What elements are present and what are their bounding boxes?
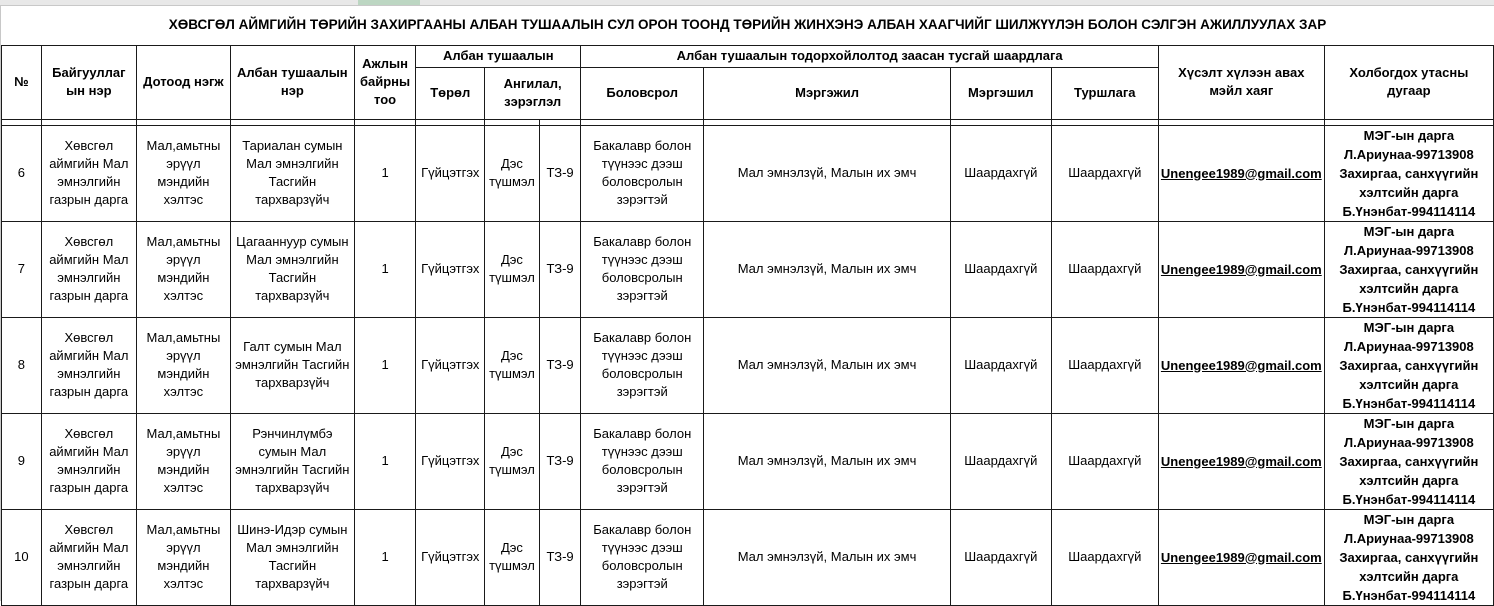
table-row: [2, 221, 1494, 317]
cell-rank[interactable]: [485, 317, 540, 413]
cell-org-text: Хөвсгөл аймгийн Мал эмнэлгийн газрын дарга: [49, 330, 129, 399]
cell-education[interactable]: [581, 317, 704, 413]
cell-skill[interactable]: [950, 413, 1051, 509]
header-education[interactable]: Боловсрол: [581, 67, 704, 119]
header-position[interactable]: Албан тушаалын нэр: [230, 45, 354, 119]
cell-profession[interactable]: [704, 509, 951, 605]
cell-experience-text: Шаардахгүй: [1068, 165, 1142, 180]
cell-position[interactable]: [230, 125, 354, 221]
table-row: [2, 509, 1494, 605]
cell-profession-text: Мал эмнэлзүй, Малын их эмч: [737, 357, 917, 372]
row-no[interactable]: [2, 125, 42, 221]
cell-rank[interactable]: [485, 509, 540, 605]
cell-grade[interactable]: [539, 221, 580, 317]
cell-phone-text: МЭГ-ын дарга Л.Ариунаа-99713908 Захиргаа, санхүүгийн хэлтсийн дарга Б.Үнэнбат-994114114: [1339, 127, 1479, 219]
cell-email-text: Unengee1989@gmail.com: [1160, 549, 1322, 565]
cell-count-text: 1: [381, 261, 389, 276]
cell-count[interactable]: [354, 413, 416, 509]
cell-type-text: Гүйцэтгэх: [421, 165, 480, 180]
row-no-text: 9: [17, 453, 26, 468]
cell-type[interactable]: [416, 221, 485, 317]
cell-email[interactable]: [1158, 221, 1324, 317]
cell-count-text: 1: [381, 549, 389, 564]
header-count[interactable]: Ажлын байрны тоо: [354, 45, 416, 119]
cell-grade[interactable]: [539, 413, 580, 509]
cell-type[interactable]: [416, 413, 485, 509]
cell-dept-text: Мал,амьтны эрүүл мэндийн хэлтэс: [146, 522, 221, 591]
cell-phone[interactable]: [1324, 413, 1493, 509]
cell-rank-text: Дэс түшмэл: [489, 252, 535, 285]
cell-education-text: Бакалавр болон түүнээс дээш боловсролын зэрэгтэй: [593, 330, 692, 399]
cell-org-text: Хөвсгөл аймгийн Мал эмнэлгийн газрын дарга: [49, 426, 129, 495]
cell-education[interactable]: [581, 125, 704, 221]
cell-profession[interactable]: [704, 125, 951, 221]
cell-dept[interactable]: [136, 125, 230, 221]
cell-count-text: 1: [381, 453, 389, 468]
cell-grade[interactable]: [539, 125, 580, 221]
cell-org[interactable]: [41, 221, 136, 317]
header-phone[interactable]: Холбогдох утасны дугаар: [1324, 45, 1493, 119]
cell-dept-text: Мал,амьтны эрүүл мэндийн хэлтэс: [146, 426, 221, 495]
sheet-title[interactable]: ХӨВСГӨЛ АЙМГИЙН ТӨРИЙН ЗАХИРГААНЫ АЛБАН ТУШААЛЫН СУЛ ОРОН ТООНД ТӨРИЙН ЖИНХЭНЭ АЛБАН ХААГЧИЙГ ШИЛЖҮҮЛЭН БОЛОН СЭЛГЭН АЖИЛЛУУЛАХ ЗАР: [2, 5, 1494, 45]
cell-experience-text: Шаардахгүй: [1068, 357, 1142, 372]
cell-skill[interactable]: [950, 221, 1051, 317]
cell-phone[interactable]: [1324, 221, 1493, 317]
header-org[interactable]: Байгууллаг ын нэр: [41, 45, 136, 119]
cell-position-text: Цагааннуур сумын Мал эмнэлгийн Тасгийн тархварзүйч: [236, 234, 349, 303]
cell-org-text: Хөвсгөл аймгийн Мал эмнэлгийн газрын дарга: [49, 522, 129, 591]
cell-type-text: Гүйцэтгэх: [421, 357, 480, 372]
cell-rank-text: Дэс түшмэл: [489, 156, 535, 189]
cell-type-text: Гүйцэтгэх: [421, 549, 480, 564]
cell-phone[interactable]: [1324, 317, 1493, 413]
row-no-text: 7: [17, 261, 26, 276]
cell-experience[interactable]: [1051, 509, 1158, 605]
cell-type[interactable]: [416, 125, 485, 221]
cell-dept-text: Мал,амьтны эрүүл мэндийн хэлтэс: [146, 138, 221, 207]
cell-experience[interactable]: [1051, 413, 1158, 509]
cell-position[interactable]: [230, 317, 354, 413]
cell-rank-text: Дэс түшмэл: [489, 348, 535, 381]
cell-education[interactable]: [581, 221, 704, 317]
cell-grade-text: ТЗ-9: [546, 357, 574, 372]
cell-phone[interactable]: [1324, 509, 1493, 605]
cell-email-text: Unengee1989@gmail.com: [1160, 165, 1322, 181]
row-no-text: 6: [17, 165, 26, 180]
cell-position[interactable]: [230, 509, 354, 605]
cell-email[interactable]: [1158, 317, 1324, 413]
table-row: [2, 413, 1494, 509]
cell-position-text: Галт сумын Мал эмнэлгийн Тасгийн тархварзүйч: [235, 339, 350, 390]
cell-position[interactable]: [230, 221, 354, 317]
cell-rank[interactable]: [485, 413, 540, 509]
row-no[interactable]: [2, 509, 42, 605]
cell-rank[interactable]: [485, 125, 540, 221]
cell-phone-text: МЭГ-ын дарга Л.Ариунаа-99713908 Захиргаа, санхүүгийн хэлтсийн дарга Б.Үнэнбат-994114114: [1339, 415, 1479, 507]
header-dept[interactable]: Дотоод нэгж: [136, 45, 230, 119]
cell-type[interactable]: [416, 509, 485, 605]
cell-email-text: Unengee1989@gmail.com: [1160, 453, 1322, 469]
header-position-group[interactable]: Албан тушаалын: [416, 45, 581, 67]
header-email[interactable]: Хүсэлт хүлээн авах мэйл хаяг: [1158, 45, 1324, 119]
cell-profession-text: Мал эмнэлзүй, Малын их эмч: [737, 453, 917, 468]
cell-dept[interactable]: [136, 509, 230, 605]
cell-dept[interactable]: [136, 221, 230, 317]
cell-skill-text: Шаардахгүй: [964, 357, 1038, 372]
cell-grade[interactable]: [539, 317, 580, 413]
cell-education-text: Бакалавр болон түүнээс дээш боловсролын зэрэгтэй: [593, 522, 692, 591]
header-requirements-group[interactable]: Албан тушаалын тодорхойлолтод заасан тусгай шаардлага: [581, 45, 1159, 67]
cell-count-text: 1: [381, 357, 389, 372]
spreadsheet-grid: [1, 5, 1494, 606]
cell-phone[interactable]: [1324, 125, 1493, 221]
cell-position-text: Шинэ-Идэр сумын Мал эмнэлгийн Тасгийн тархварзүйч: [237, 522, 348, 591]
cell-org[interactable]: [41, 317, 136, 413]
cell-dept[interactable]: [136, 317, 230, 413]
cell-count[interactable]: [354, 317, 416, 413]
cell-experience-text: Шаардахгүй: [1068, 549, 1142, 564]
cell-profession[interactable]: [704, 413, 951, 509]
cell-profession[interactable]: [704, 317, 951, 413]
table-row: [2, 317, 1494, 413]
header-experience[interactable]: Туршлага: [1051, 67, 1158, 119]
cell-email[interactable]: [1158, 413, 1324, 509]
cell-skill-text: Шаардахгүй: [964, 261, 1038, 276]
cell-count[interactable]: [354, 221, 416, 317]
cell-skill[interactable]: [950, 509, 1051, 605]
cell-experience[interactable]: [1051, 125, 1158, 221]
cell-experience-text: Шаардахгүй: [1068, 261, 1142, 276]
cell-type-text: Гүйцэтгэх: [421, 453, 480, 468]
cell-skill-text: Шаардахгүй: [964, 549, 1038, 564]
cell-rank-text: Дэс түшмэл: [489, 444, 535, 477]
cell-education-text: Бакалавр болон түүнээс дээш боловсролын зэрэгтэй: [593, 426, 692, 495]
row-no-text: 10: [14, 549, 29, 564]
cell-education-text: Бакалавр болон түүнээс дээш боловсролын зэрэгтэй: [593, 234, 692, 303]
cell-skill-text: Шаардахгүй: [964, 453, 1038, 468]
cell-education-text: Бакалавр болон түүнээс дээш боловсролын зэрэгтэй: [593, 138, 692, 207]
cell-experience-text: Шаардахгүй: [1068, 453, 1142, 468]
row-no-text: 8: [17, 357, 26, 372]
cell-email-text: Unengee1989@gmail.com: [1160, 261, 1322, 277]
cell-dept-text: Мал,амьтны эрүүл мэндийн хэлтэс: [146, 234, 221, 303]
cell-experience[interactable]: [1051, 317, 1158, 413]
cell-phone-text: МЭГ-ын дарга Л.Ариунаа-99713908 Захиргаа, санхүүгийн хэлтсийн дарга Б.Үнэнбат-994114114: [1339, 511, 1479, 603]
header-profession[interactable]: Мэргэжил: [704, 67, 951, 119]
cell-org[interactable]: [41, 125, 136, 221]
cell-org-text: Хөвсгөл аймгийн Мал эмнэлгийн газрын дарга: [49, 138, 129, 207]
cell-count-text: 1: [381, 165, 389, 180]
cell-profession-text: Мал эмнэлзүй, Малын их эмч: [737, 165, 917, 180]
cell-count[interactable]: [354, 125, 416, 221]
cell-skill[interactable]: [950, 125, 1051, 221]
cell-profession-text: Мал эмнэлзүй, Малын их эмч: [737, 549, 917, 564]
cell-dept[interactable]: [136, 413, 230, 509]
cell-skill-text: Шаардахгүй: [964, 165, 1038, 180]
cell-education[interactable]: [581, 509, 704, 605]
cell-type[interactable]: [416, 317, 485, 413]
row-no[interactable]: [2, 317, 42, 413]
cell-email[interactable]: [1158, 509, 1324, 605]
header-type[interactable]: Төрөл: [416, 67, 485, 119]
cell-grade[interactable]: [539, 509, 580, 605]
cell-email-text: Unengee1989@gmail.com: [1160, 357, 1322, 373]
cell-phone-text: МЭГ-ын дарга Л.Ариунаа-99713908 Захиргаа, санхүүгийн хэлтсийн дарга Б.Үнэнбат-994114114: [1339, 223, 1479, 315]
cell-org[interactable]: [41, 413, 136, 509]
cell-phone-text: МЭГ-ын дарга Л.Ариунаа-99713908 Захиргаа, санхүүгийн хэлтсийн дарга Б.Үнэнбат-994114114: [1339, 319, 1479, 411]
header-no[interactable]: №: [2, 45, 42, 119]
cell-grade-text: ТЗ-9: [546, 549, 574, 564]
cell-skill[interactable]: [950, 317, 1051, 413]
table-row: [2, 125, 1494, 221]
cell-rank[interactable]: [485, 221, 540, 317]
header-category[interactable]: Ангилал, зэрэглэл: [485, 67, 581, 119]
cell-experience[interactable]: [1051, 221, 1158, 317]
cell-grade-text: ТЗ-9: [546, 261, 574, 276]
cell-rank-text: Дэс түшмэл: [489, 540, 535, 573]
cell-education[interactable]: [581, 413, 704, 509]
cell-org-text: Хөвсгөл аймгийн Мал эмнэлгийн газрын дарга: [49, 234, 129, 303]
cell-count[interactable]: [354, 509, 416, 605]
cell-dept-text: Мал,амьтны эрүүл мэндийн хэлтэс: [146, 330, 221, 399]
cell-grade-text: ТЗ-9: [546, 165, 574, 180]
cell-type-text: Гүйцэтгэх: [421, 261, 480, 276]
cell-position-text: Тариалан сумын Мал эмнэлгийн Тасгийн тархварзүйч: [242, 138, 343, 207]
header-skill[interactable]: Мэргэшил: [950, 67, 1051, 119]
cell-org[interactable]: [41, 509, 136, 605]
cell-profession-text: Мал эмнэлзүй, Малын их эмч: [737, 261, 917, 276]
row-no[interactable]: [2, 221, 42, 317]
cell-profession[interactable]: [704, 221, 951, 317]
cell-grade-text: ТЗ-9: [546, 453, 574, 468]
row-no[interactable]: [2, 413, 42, 509]
cell-position[interactable]: [230, 413, 354, 509]
cell-position-text: Рэнчинлүмбэ сумын Мал эмнэлгийн Тасгийн тархварзүйч: [235, 426, 350, 495]
cell-email[interactable]: [1158, 125, 1324, 221]
